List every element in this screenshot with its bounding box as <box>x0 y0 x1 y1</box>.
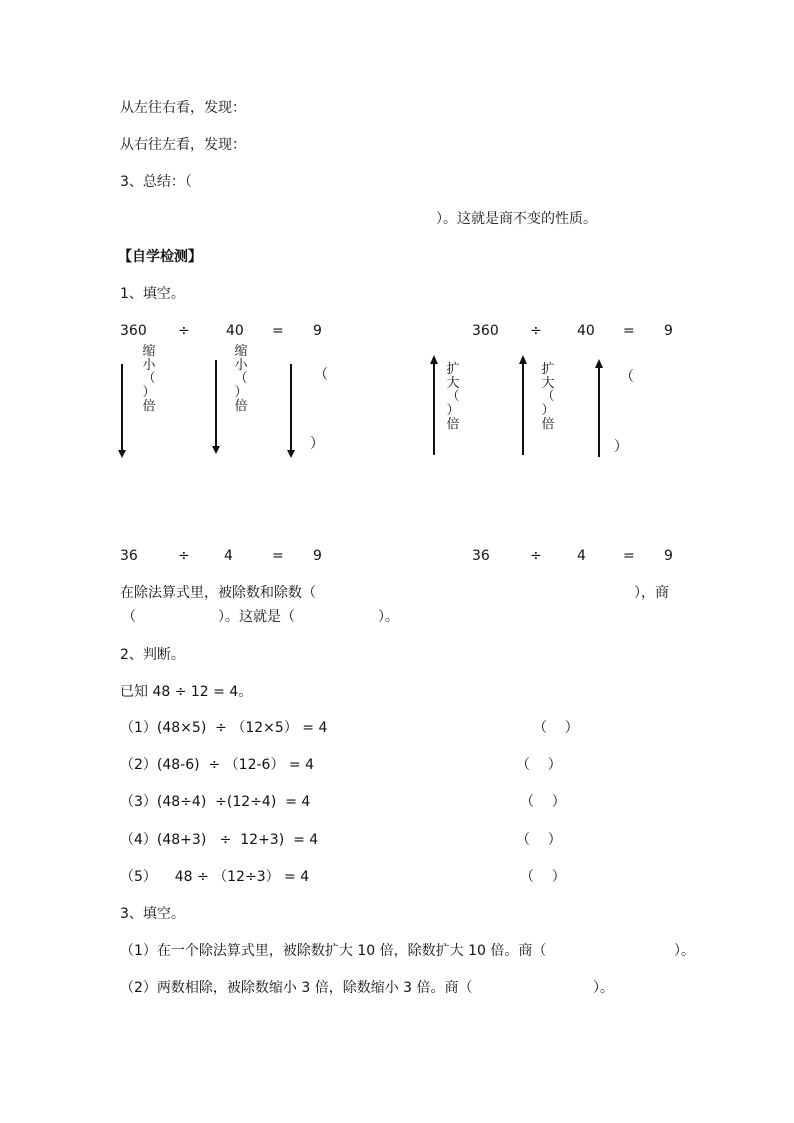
shrink-label-dividend: 缩 小 （ ） 倍 <box>142 344 156 414</box>
q2-given: 已知 48 ÷ 12 = 4。 <box>120 684 253 700</box>
right-to-left-prompt: 从右往左看，发现： <box>120 137 246 153</box>
right-bottom-quotient: 9 <box>664 548 673 564</box>
expand-label-divisor: 扩 大 （ ） 倍 <box>541 362 555 432</box>
q1-fill-a: 在除法算式里，被除数和除数（ <box>120 585 316 601</box>
left-bottom-eq: = <box>272 548 284 564</box>
left-to-right-prompt: 从左往右看，发现： <box>120 100 246 116</box>
up-arrowhead-quotient <box>595 359 603 368</box>
shrink-label-divisor: 缩 小 （ ） 倍 <box>234 344 248 414</box>
left-top-quotient: 9 <box>313 323 322 339</box>
q1-title: 1、填空。 <box>120 286 185 302</box>
right-bottom-dividend: 36 <box>472 548 490 564</box>
right-quotient-paren-close: ） <box>614 439 628 455</box>
right-top-divisor: 40 <box>577 323 595 339</box>
right-top-eq: = <box>623 323 635 339</box>
judgment-3-answer[interactable]: （ ） <box>520 794 566 810</box>
q3-item-1-end: ）。 <box>674 943 695 959</box>
judgment-2-answer[interactable]: （ ） <box>516 757 562 773</box>
judgment-5-answer[interactable]: （ ） <box>520 869 566 885</box>
left-bottom-quotient: 9 <box>313 548 322 564</box>
q2-title: 2、判断。 <box>120 647 185 663</box>
judgment-2: （2）(48-6) ÷ （12-6） = 4 <box>120 757 314 773</box>
judgment-1-answer[interactable]: （ ） <box>533 720 579 736</box>
right-top-op: ÷ <box>530 323 542 339</box>
up-arrowhead-dividend <box>430 355 438 364</box>
left-top-divisor: 40 <box>226 323 244 339</box>
right-top-quotient: 9 <box>664 323 673 339</box>
right-quotient-paren-open: （ <box>620 369 634 385</box>
left-quotient-paren-close: ） <box>310 436 324 452</box>
judgment-3: （3）(48÷4) ÷(12÷4) = 4 <box>120 794 311 810</box>
right-bottom-divisor: 4 <box>577 548 586 564</box>
q1-fill-b-end: ）。 <box>378 609 399 625</box>
q3-item-2: （2）两数相除，被除数缩小 3 倍，除数缩小 3 倍。商（ <box>120 980 473 996</box>
down-arrowhead-dividend <box>118 450 126 458</box>
summary-label: 3、总结：（ <box>120 174 192 190</box>
q1-fill-a-end: ），商 <box>634 585 669 601</box>
left-top-eq: = <box>272 323 284 339</box>
down-arrowhead-quotient <box>287 450 295 458</box>
down-arrowhead-divisor <box>212 446 220 454</box>
judgment-4-answer[interactable]: （ ） <box>516 832 562 848</box>
right-top-dividend: 360 <box>472 323 499 339</box>
right-bottom-eq: = <box>623 548 635 564</box>
q3-item-2-end: ）。 <box>593 980 614 996</box>
left-bottom-divisor: 4 <box>224 548 233 564</box>
left-bottom-dividend: 36 <box>120 548 138 564</box>
expand-label-dividend: 扩 大 （ ） 倍 <box>446 362 460 432</box>
section-title: 【自学检测】 <box>118 249 202 265</box>
q3-item-1: （1）在一个除法算式里，被除数扩大 10 倍，除数扩大 10 倍。商（ <box>120 943 547 959</box>
judgment-5: （5） 48 ÷ （12÷3） = 4 <box>120 869 310 885</box>
judgment-4: （4）(48+3) ÷ 12+3) = 4 <box>120 832 319 848</box>
summary-end: ）。这就是商不变的性质。 <box>436 211 597 227</box>
right-bottom-op: ÷ <box>530 548 542 564</box>
judgment-1: （1）(48×5) ÷ （12×5） = 4 <box>120 720 328 736</box>
left-top-dividend: 360 <box>120 323 147 339</box>
up-arrowhead-divisor <box>519 355 527 364</box>
q1-fill-b-open: （ <box>122 609 136 625</box>
q3-title: 3、填空。 <box>120 906 185 922</box>
left-bottom-op: ÷ <box>178 548 190 564</box>
left-quotient-paren-open: （ <box>314 367 328 383</box>
q1-fill-b-mid: ）。这就是（ <box>218 609 295 625</box>
left-top-op: ÷ <box>178 323 190 339</box>
